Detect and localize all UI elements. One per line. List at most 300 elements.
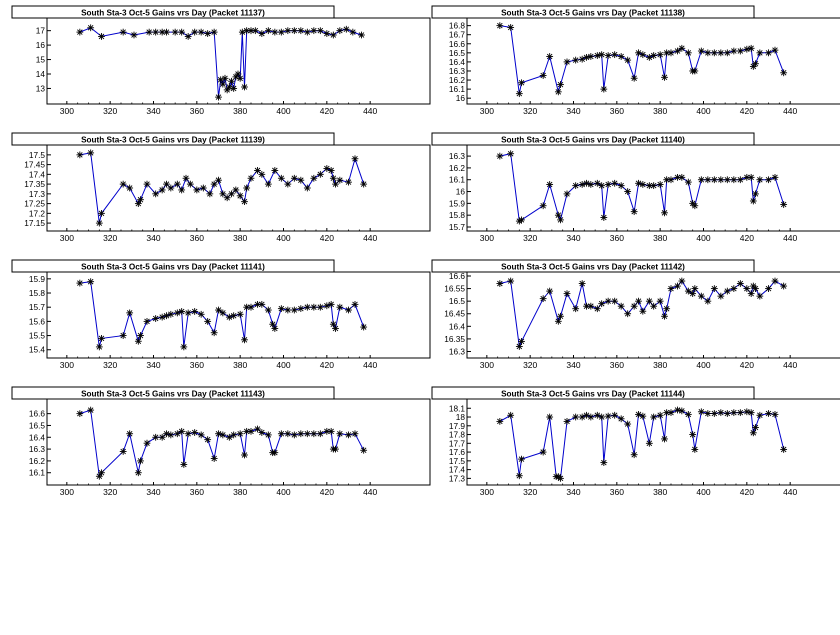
data-point	[332, 446, 339, 453]
chart-panel-1	[12, 6, 430, 116]
y-tick-label: 16.5	[28, 420, 45, 431]
data-point	[291, 307, 298, 314]
data-point	[187, 181, 194, 188]
y-tick-label: 17.35	[24, 179, 45, 190]
data-point	[624, 188, 631, 195]
x-tick-label: 300	[59, 233, 74, 243]
y-tick-label: 15.5	[28, 330, 45, 341]
data-point	[691, 68, 698, 75]
data-point	[668, 176, 675, 183]
data-point	[222, 75, 229, 82]
data-point	[646, 298, 653, 305]
data-point	[265, 27, 272, 34]
data-point	[657, 298, 664, 305]
data-point	[635, 298, 642, 305]
x-tick-label: 320	[103, 233, 118, 243]
data-point	[317, 27, 324, 34]
data-point	[546, 288, 553, 295]
data-point	[304, 430, 311, 437]
chart-title: South Sta-3 Oct-5 Gains vrs Day (Packet 11142)	[501, 262, 685, 272]
data-point	[698, 48, 705, 55]
data-point	[698, 176, 705, 183]
data-point	[743, 285, 750, 292]
y-tick-label: 15.4	[28, 344, 45, 355]
data-point	[237, 430, 244, 437]
data-point	[252, 27, 259, 34]
data-point	[564, 290, 571, 297]
data-point	[748, 45, 755, 52]
data-point	[120, 448, 127, 455]
y-tick-label: 15	[35, 54, 45, 65]
data-point	[258, 30, 265, 37]
x-tick-label: 320	[523, 233, 538, 243]
data-point	[152, 29, 159, 36]
data-point	[631, 451, 638, 458]
data-point	[87, 407, 94, 414]
data-point	[765, 49, 772, 56]
data-point	[756, 293, 763, 300]
y-tick-label: 16.7	[448, 29, 465, 40]
data-point	[496, 418, 503, 425]
data-point	[219, 432, 226, 439]
data-point	[611, 51, 618, 58]
x-tick-label: 300	[479, 233, 494, 243]
data-point	[752, 424, 759, 431]
y-tick-label: 16.1	[448, 174, 465, 185]
data-point	[631, 75, 638, 82]
data-point	[639, 181, 646, 188]
x-tick-label: 400	[696, 106, 711, 116]
y-tick-label: 15.7	[28, 302, 45, 313]
data-point	[330, 175, 337, 182]
x-tick-label: 380	[233, 233, 248, 243]
x-tick-label: 420	[739, 487, 754, 497]
data-point	[737, 176, 744, 183]
data-point	[583, 180, 590, 187]
x-tick-label: 420	[739, 233, 754, 243]
y-tick-label: 17.25	[24, 198, 45, 209]
data-point	[284, 430, 291, 437]
x-tick-label: 440	[363, 233, 378, 243]
data-point	[336, 304, 343, 311]
data-point	[730, 176, 737, 183]
data-point	[336, 430, 343, 437]
data-point	[284, 307, 291, 314]
data-point	[98, 469, 105, 476]
data-point	[152, 315, 159, 322]
data-point	[579, 181, 586, 188]
data-point	[752, 191, 759, 198]
x-tick-label: 300	[479, 106, 494, 116]
data-point	[172, 29, 179, 36]
data-point	[291, 175, 298, 182]
data-point	[650, 52, 657, 59]
data-point	[297, 305, 304, 312]
y-tick-label: 17.8	[448, 429, 465, 440]
data-point	[598, 51, 605, 58]
data-point	[254, 426, 261, 433]
chart-panel-3	[12, 133, 430, 243]
x-tick-label: 320	[103, 106, 118, 116]
chart-title: South Sta-3 Oct-5 Gains vrs Day (Packet 11140)	[501, 135, 685, 145]
chart-title: South Sta-3 Oct-5 Gains vrs Day (Packet 11138)	[501, 8, 685, 18]
y-tick-label: 16.4	[448, 321, 465, 332]
y-tick-label: 16.35	[444, 333, 465, 344]
data-point	[650, 182, 657, 189]
data-point	[748, 174, 755, 181]
data-point	[332, 325, 339, 332]
data-point	[328, 428, 335, 435]
x-tick-label: 380	[233, 106, 248, 116]
data-point	[678, 174, 685, 181]
y-tick-label: 17.45	[24, 159, 45, 170]
y-tick-label: 18.1	[448, 403, 465, 414]
x-tick-label: 440	[783, 106, 798, 116]
data-point	[200, 185, 207, 192]
data-point	[756, 176, 763, 183]
data-point	[206, 190, 213, 197]
data-point	[180, 461, 187, 468]
data-point	[159, 434, 166, 441]
data-point	[330, 32, 337, 39]
data-point	[76, 29, 83, 36]
x-tick-label: 420	[319, 360, 334, 370]
y-tick-label: 18	[455, 412, 465, 423]
data-point	[650, 303, 657, 310]
data-point	[631, 303, 638, 310]
data-point	[635, 180, 642, 187]
data-point	[572, 305, 579, 312]
data-point	[191, 308, 198, 315]
data-point	[352, 301, 359, 308]
data-point	[352, 155, 359, 162]
data-point	[704, 49, 711, 56]
data-point	[594, 305, 601, 312]
x-tick-label: 340	[146, 106, 161, 116]
data-point	[661, 436, 668, 443]
x-tick-label: 320	[103, 360, 118, 370]
data-point	[248, 428, 255, 435]
data-point	[772, 47, 779, 54]
data-point	[730, 285, 737, 292]
y-tick-label: 16.3	[448, 151, 465, 162]
x-tick-label: 420	[739, 360, 754, 370]
data-point	[704, 410, 711, 417]
chart-panel-5	[12, 260, 430, 370]
data-point	[711, 49, 718, 56]
x-tick-label: 320	[523, 487, 538, 497]
data-point	[310, 27, 317, 34]
y-tick-label: 16.6	[28, 408, 45, 419]
data-point	[146, 29, 153, 36]
data-point	[232, 187, 239, 194]
data-point	[96, 220, 103, 227]
chart-title: South Sta-3 Oct-5 Gains vrs Day (Packet 11141)	[81, 262, 265, 272]
data-point	[557, 217, 564, 224]
data-point	[291, 432, 298, 439]
data-point	[360, 181, 367, 188]
x-tick-label: 360	[189, 106, 204, 116]
data-point	[349, 29, 356, 36]
data-point	[704, 176, 711, 183]
data-point	[204, 318, 211, 325]
data-point	[772, 411, 779, 418]
data-point	[678, 278, 685, 285]
data-point	[507, 24, 514, 31]
x-tick-label: 360	[189, 487, 204, 497]
data-point	[230, 85, 237, 92]
data-point	[711, 176, 718, 183]
y-tick-label: 13	[35, 83, 45, 94]
x-tick-label: 420	[319, 487, 334, 497]
data-point	[605, 181, 612, 188]
data-point	[678, 45, 685, 52]
data-point	[564, 418, 571, 425]
data-point	[291, 27, 298, 34]
data-point	[717, 176, 724, 183]
data-point	[131, 32, 138, 39]
data-point	[230, 432, 237, 439]
data-point	[661, 209, 668, 216]
plot-frame	[47, 18, 430, 104]
x-tick-label: 400	[276, 487, 291, 497]
chart-panel-8	[432, 387, 840, 497]
y-tick-label: 16.3	[28, 444, 45, 455]
x-tick-label: 360	[609, 233, 624, 243]
x-tick-label: 320	[523, 106, 538, 116]
data-point	[730, 409, 737, 416]
data-point	[185, 430, 192, 437]
x-tick-label: 300	[479, 487, 494, 497]
data-point	[167, 432, 174, 439]
data-point	[518, 217, 525, 224]
data-point	[765, 410, 772, 417]
x-tick-label: 320	[523, 360, 538, 370]
data-point	[611, 412, 618, 419]
data-point	[352, 430, 359, 437]
y-tick-label: 16.1	[28, 467, 45, 478]
data-point	[698, 408, 705, 415]
data-point	[241, 84, 248, 91]
data-point	[185, 33, 192, 40]
data-point	[271, 325, 278, 332]
data-point	[624, 421, 631, 428]
y-tick-label: 16.4	[448, 56, 465, 67]
data-point	[631, 208, 638, 215]
data-point	[780, 283, 787, 290]
data-point	[618, 53, 625, 60]
data-point	[317, 430, 324, 437]
data-point	[507, 150, 514, 157]
data-point	[737, 48, 744, 55]
data-point	[691, 285, 698, 292]
data-point	[317, 304, 324, 311]
y-tick-label: 15.8	[448, 210, 465, 221]
data-point	[284, 27, 291, 34]
y-tick-label: 16.2	[448, 162, 465, 173]
data-point	[572, 182, 579, 189]
data-point	[737, 409, 744, 416]
data-point	[646, 440, 653, 447]
data-point	[174, 181, 181, 188]
data-point	[215, 94, 222, 101]
data-point	[540, 72, 547, 79]
data-point	[624, 310, 631, 317]
x-tick-label: 300	[59, 360, 74, 370]
y-tick-label: 17.4	[28, 169, 45, 180]
x-tick-label: 380	[653, 360, 668, 370]
data-point	[198, 311, 205, 318]
data-point	[87, 150, 94, 157]
x-tick-label: 380	[653, 487, 668, 497]
x-tick-label: 440	[783, 360, 798, 370]
data-point	[163, 430, 170, 437]
x-tick-label: 340	[566, 360, 581, 370]
data-point	[297, 177, 304, 184]
data-point	[126, 185, 133, 192]
data-point	[496, 153, 503, 160]
data-point	[611, 298, 618, 305]
data-point	[152, 434, 159, 441]
data-point	[639, 413, 646, 420]
data-point	[546, 181, 553, 188]
x-tick-label: 400	[696, 360, 711, 370]
data-point	[717, 409, 724, 416]
data-point	[555, 88, 562, 95]
data-point	[496, 280, 503, 287]
x-tick-label: 380	[233, 360, 248, 370]
data-point	[271, 29, 278, 36]
data-point	[587, 414, 594, 421]
x-tick-label: 340	[566, 487, 581, 497]
data-point	[605, 52, 612, 59]
x-tick-label: 400	[696, 233, 711, 243]
y-tick-label: 16.3	[448, 65, 465, 76]
data-point	[304, 304, 311, 311]
data-point	[704, 298, 711, 305]
x-tick-label: 380	[233, 487, 248, 497]
data-point	[618, 182, 625, 189]
x-tick-label: 440	[783, 487, 798, 497]
data-point	[178, 187, 185, 194]
x-tick-label: 440	[363, 360, 378, 370]
data-point	[540, 449, 547, 456]
data-point	[215, 177, 222, 184]
x-tick-label: 300	[59, 487, 74, 497]
y-tick-label: 16.6	[448, 271, 465, 281]
data-point	[546, 53, 553, 60]
y-tick-label: 17.5	[28, 149, 45, 160]
data-point	[689, 431, 696, 438]
data-point	[678, 407, 685, 414]
y-tick-label: 17.2	[28, 208, 45, 219]
data-point	[98, 33, 105, 40]
data-point	[737, 280, 744, 287]
data-point	[711, 410, 718, 417]
data-point	[668, 409, 675, 416]
y-tick-label: 16.1	[448, 84, 465, 95]
data-point	[258, 171, 265, 178]
data-point	[780, 69, 787, 76]
y-tick-label: 17.3	[448, 473, 465, 484]
y-tick-label: 16	[35, 40, 45, 51]
data-point	[135, 469, 142, 476]
data-point	[152, 190, 159, 197]
data-point	[323, 30, 330, 37]
data-point	[611, 180, 618, 187]
data-point	[674, 283, 681, 290]
data-point	[668, 49, 675, 56]
data-point	[265, 181, 272, 188]
data-point	[271, 449, 278, 456]
data-point	[540, 202, 547, 209]
data-point	[278, 29, 285, 36]
x-tick-label: 440	[363, 487, 378, 497]
x-tick-label: 340	[146, 233, 161, 243]
data-point	[345, 179, 352, 186]
data-point	[237, 192, 244, 199]
y-tick-label: 17.7	[448, 438, 465, 449]
x-tick-label: 360	[609, 360, 624, 370]
data-point	[507, 278, 514, 285]
y-tick-label: 15.6	[28, 316, 45, 327]
y-tick-label: 16.55	[444, 283, 465, 294]
y-tick-label: 16.45	[444, 308, 465, 319]
x-tick-label: 340	[146, 360, 161, 370]
data-point	[518, 79, 525, 86]
data-point	[159, 187, 166, 194]
data-point	[724, 49, 731, 56]
x-tick-label: 340	[146, 487, 161, 497]
data-point	[120, 332, 127, 339]
data-point	[317, 171, 324, 178]
data-point	[258, 429, 265, 436]
data-point	[661, 313, 668, 320]
data-point	[516, 90, 523, 97]
y-tick-label: 16.2	[28, 455, 45, 466]
data-point	[360, 324, 367, 331]
data-point	[685, 179, 692, 186]
data-point	[215, 307, 222, 314]
data-point	[657, 51, 664, 58]
data-point	[167, 311, 174, 318]
data-point	[663, 305, 670, 312]
data-point	[600, 214, 607, 221]
plot-frame	[467, 399, 840, 485]
y-tick-label: 17.9	[448, 420, 465, 431]
data-point	[698, 293, 705, 300]
data-point	[278, 175, 285, 182]
data-point	[587, 53, 594, 60]
data-point	[691, 446, 698, 453]
data-point	[126, 430, 133, 437]
data-point	[518, 338, 525, 345]
data-point	[572, 57, 579, 64]
x-tick-label: 440	[783, 233, 798, 243]
x-tick-label: 380	[653, 233, 668, 243]
plot-frame	[47, 399, 430, 485]
y-tick-label: 16	[455, 93, 465, 104]
y-tick-label: 16	[455, 186, 465, 197]
data-point	[605, 413, 612, 420]
data-point	[772, 278, 779, 285]
data-point	[336, 177, 343, 184]
data-point	[343, 26, 350, 33]
data-point	[304, 185, 311, 192]
data-point	[178, 308, 185, 315]
data-point	[278, 305, 285, 312]
plot-frame	[47, 145, 430, 231]
